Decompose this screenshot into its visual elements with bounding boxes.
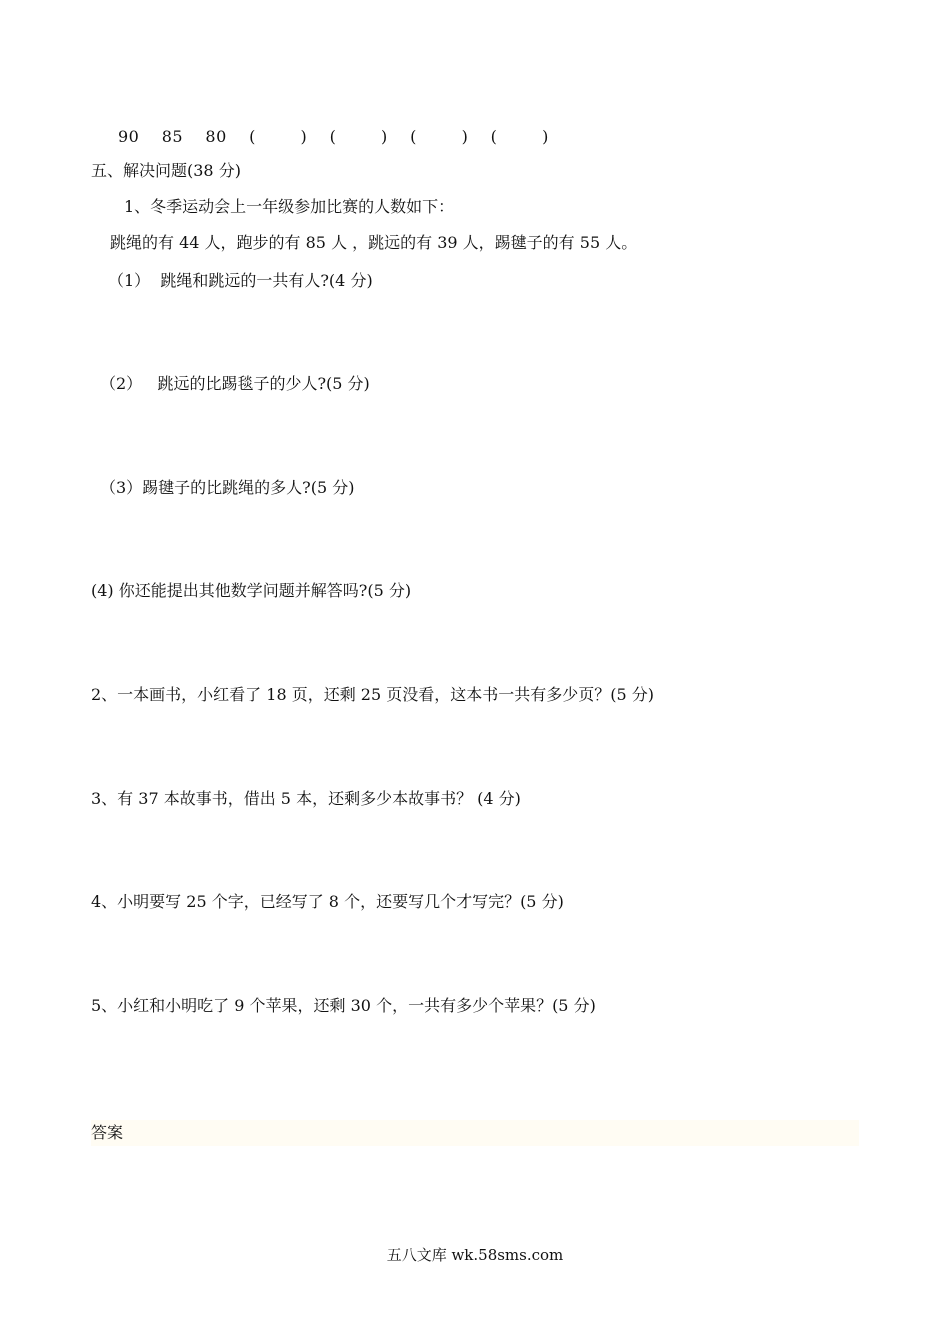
- question-1-sub-4: (4) 你还能提出其他数学问题并解答吗?(5 分): [91, 581, 412, 600]
- answer-section: [91, 1120, 859, 1146]
- section-title: 五、解决问题(38 分): [91, 161, 241, 180]
- number-sequence: 90 85 80 ( ) ( ) ( ) ( ): [118, 127, 549, 146]
- page-footer: 五八文库 wk.58sms.com: [386, 1246, 564, 1264]
- question-1-data: 跳绳的有 44 人，跑步的有 85 人 ，跳远的有 39 人，踢毽子的有 55 人。: [110, 233, 638, 252]
- question-1-sub-1: （1） 跳绳和跳远的一共有人?(4 分): [108, 271, 373, 290]
- question-1-sub-3: （3）踢毽子的比跳绳的多人?(5 分): [100, 478, 355, 497]
- answer-heading: 答案: [91, 1123, 124, 1142]
- question-1-sub-2: （2） 跳远的比踢毯子的少人?(5 分): [100, 374, 370, 393]
- question-4: 4、小明要写 25 个字，已经写了 8 个，还要写几个才写完？(5 分): [91, 892, 564, 911]
- question-5: 5、小红和小明吃了 9 个苹果，还剩 30 个，一共有多少个苹果？(5 分): [91, 996, 596, 1015]
- question-3: 3、有 37 本故事书，借出 5 本，还剩多少本故事书？ (4 分): [91, 789, 521, 808]
- question-2: 2、一本画书，小红看了 18 页，还剩 25 页没看，这本书一共有多少页？(5 分): [91, 685, 654, 704]
- question-1-intro: 1、冬季运动会上一年级参加比赛的人数如下：: [124, 197, 455, 216]
